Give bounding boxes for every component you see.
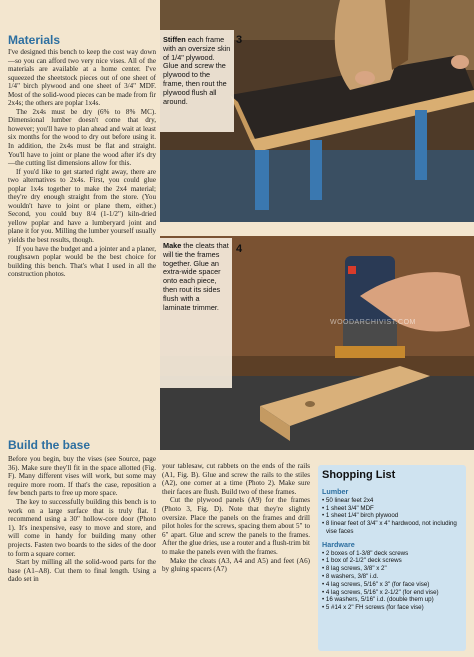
materials-paragraph-3: If you'd like to get started right away, there are two alternatives to 2x4s. First, you could glue poplar 1x4s together to make the 2x4 material; they're dry enough straight from the store. (You wouldn't have to joint or plane them, either.) Second, you could buy 8/4 (1-1/2") kiln-dried yellow poplar and have a lumberyard joint and plane it for you. Milling the lumber yourself usually yields the best results, though. — [8, 167, 156, 245]
build-base-paragraph-5: Cut the plywood panels (A9) for the frames (Photo 3, Fig. D). Note that they're slightly oversize. Place the panels on the frames and drill pilot holes for the screws, spacing them about 5" to 6" apart. Glue and screw the panels to the frames. After the glue dries, use a router and a flush-trim bit to make the panels even with the frames. — [162, 496, 310, 556]
photo-4-caption-text: the cleats that will tie the frames together. Glue an extra-wide spacer onto each piece, then rout its sides flush with a laminate trimmer. — [163, 241, 229, 312]
materials-paragraph-1: I've designed this bench to keep the cost way down—so you can afford two very nice vises. All of the materials are available at a home center. I've squeezed the sheetstock pieces out of one sheet of 1/4" birch plywood and one sheet of 3/4" MDF. Most of the solid-wood pieces can be made from fir 2x4s; the others are poplar 1x4s. — [8, 48, 156, 108]
photo-4-number: 4 — [236, 243, 243, 255]
build-base-paragraph-3: Start by milling all the solid-wood parts for the base (A1–A8). Cut them to final length. Using a dado set in — [8, 558, 156, 584]
build-base-paragraph-1: Before you begin, buy the vises (see Source, page 36). Make sure they'll fit in the space allotted (Fig. F). Many different vises will work, but some may require more room. If that's the case, reposition a few bench parts to free up more space. — [8, 455, 156, 498]
materials-body — [8, 48, 156, 279]
materials-paragraph-4: If you have the budget and a jointer and a planer, roughsawn poplar would be the best choice for building this bench. That's what I used in all the construction photos. — [8, 244, 156, 279]
lumber-item: • 1 sheet 3/4" MDF — [322, 504, 374, 512]
materials-heading: Materials — [8, 33, 61, 47]
photo-3-caption — [163, 36, 231, 106]
lumber-item: • 50 linear feet 2x4 — [322, 496, 374, 504]
photo-4-caption — [163, 242, 229, 312]
build-base-heading: Build the base — [8, 438, 91, 452]
build-base-paragraph-6: Make the cleats (A3, A4 and A5) and feet (A6) by gluing spacers (A7) — [162, 556, 310, 574]
build-base-paragraph-2: The key to successfully building this bench is to work on a large surface that is truly flat. I recommend using a 30" hollow-core door (Photo 1). It's inexpensive, easy to move and store, and will come in handy for building many other projects. Fasten two boards to the sides of the door to form a square corner. — [8, 497, 156, 558]
hardware-item: • 8 washers, 3/8" i.d. — [322, 572, 379, 580]
photo-4-watermark: WOODARCHIVIST.COM — [330, 319, 416, 326]
shopping-list-body — [322, 488, 464, 612]
hardware-item: • 8 lag screws, 3/8" x 2" — [322, 565, 387, 573]
photo-4-caption-lead: Make — [163, 241, 182, 250]
lumber-heading: Lumber — [322, 487, 349, 496]
build-base-paragraph-4: your tablesaw, cut rabbets on the ends of the rails (A1, Fig. B). Glue and screw the rails to the stiles (A2), one corner at a time (Photo 2). Make sure their faces are flush. Build two of these frames. — [162, 462, 310, 496]
photo-3-caption-lead: Stiffen — [163, 35, 186, 44]
hardware-item: • 4 lag screws, 5/16" x 2-1/2" (for end vise) — [322, 588, 439, 596]
hardware-item: • 1 box of 2-1/2" deck screws — [322, 557, 402, 565]
lumber-item: • 8 linear feet of 3/4" x 4" hardwood, not including vise faces — [322, 520, 457, 535]
build-base-column-1 — [8, 455, 156, 584]
build-base-column-2 — [162, 462, 310, 574]
photo-3-caption-text: each frame with an oversize skin of 1/4" plywood. Glue and screw the plywood to the frame, then rout the plywood flush all around. — [163, 35, 231, 106]
lumber-item: • 1 sheet 1/4" birch plywood — [322, 512, 399, 520]
shopping-list-title: Shopping List — [322, 469, 396, 481]
hardware-item: • 16 washers, 5/16" i.d. (double them up) — [322, 596, 434, 604]
hardware-heading: Hardware — [322, 539, 355, 549]
hardware-item: • 2 boxes of 1-3/8" deck screws — [322, 549, 409, 557]
materials-paragraph-2: The 2x4s must be dry (6% to 8% MC). Dimensional lumber doesn't come that dry, however; you'll have to plan ahead and wait at least six months for the wood to dry out before using it. In addition, the 2x4s must be flat and straight. You'll have to joint or plane the wood after it's dry—the cutting list dimensions allow for this. — [8, 107, 156, 168]
hardware-item: • 5 #14 x 2" FH screws (for face vise) — [322, 604, 424, 612]
photo-3-number: 3 — [236, 34, 243, 46]
hardware-item: • 4 lag screws, 5/16" x 3" (for face vise) — [322, 580, 430, 588]
